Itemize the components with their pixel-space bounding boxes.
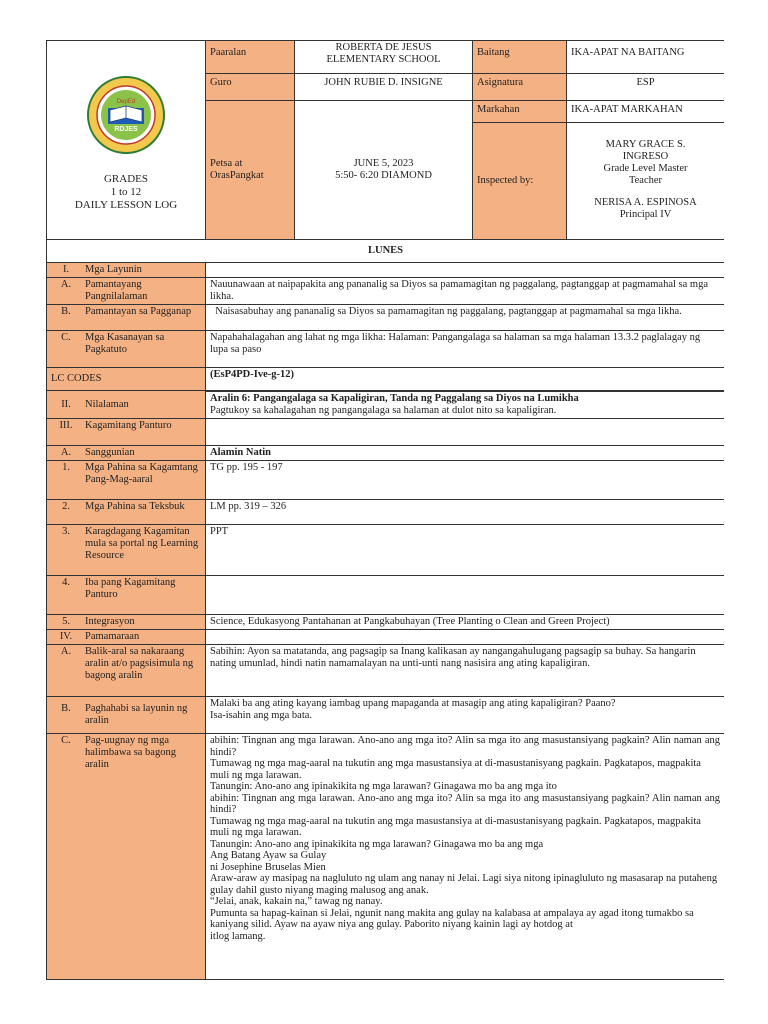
paaralan-label: Paaralan: [206, 41, 295, 74]
section-number: C.: [61, 735, 71, 746]
pag-uugnay-line: “Jelai, anak, kakain na,” tawag ng nanay.: [210, 896, 383, 907]
sanggunian-label: [47, 446, 206, 461]
pamantayang-label: [47, 278, 206, 305]
markahan-label: Markahan: [473, 101, 567, 123]
section-number: A.: [60, 279, 72, 290]
markahan-value: IKA-APAT MARKAHAN: [567, 101, 725, 123]
section-label: Mga Kasanayan sa Pagkatuto: [85, 332, 165, 355]
lc-codes-value: (EsP4PD-Ive-g-12): [206, 368, 725, 391]
pag-uugnay-line: Tanungin: Ano-ano ang ipinakikita ng mga larawan? Ginagawa mo ba ang mga: [210, 838, 544, 850]
pamantayan-value: Naisasabuhay ang pananalig sa Diyos sa pamamagitan ng paggalang, pagtanggap at pagmamahal sa mga likha.: [206, 305, 725, 331]
story-author: ni Josephine Bruselas Mien: [210, 861, 326, 873]
section-number: 1.: [62, 462, 70, 473]
section-number: C.: [61, 332, 71, 343]
paghahabi-label: [47, 697, 206, 734]
section-number: IV.: [59, 631, 73, 642]
logo-top-text: DepEd: [116, 98, 136, 105]
logo-bottom-text: RDJES: [114, 125, 138, 133]
pag-uugnay-label: [47, 734, 206, 980]
inspector-block: MARY GRACE S. INGRESO Grade Level Master Teacher NERISA A. ESPINOSA Principal IV: [567, 123, 725, 240]
section-label: Pamamaraan: [85, 631, 140, 642]
section-number: 4.: [62, 577, 70, 588]
section-label: Pag-uugnay ng mga halimbawa sa bagong aralin: [85, 735, 176, 770]
section-number: III.: [59, 420, 73, 431]
asignatura-value: ESP: [567, 74, 725, 101]
pamantayan-label: [47, 305, 206, 331]
nilalaman-label: [47, 391, 206, 419]
section-label: Mga Pahina sa Teksbuk: [85, 501, 185, 512]
day-title: LUNES: [47, 240, 725, 263]
integrasyon-label: [47, 615, 206, 630]
paaralan-value: ROBERTA DE JESUS ELEMENTARY SCHOOL: [295, 41, 473, 74]
section-label: Nilalaman: [85, 398, 129, 410]
section-label: Paghahabi sa layunin ng aralin: [85, 703, 188, 726]
pamamaraan-value: [206, 630, 725, 645]
karagdagang-value: PPT: [206, 525, 725, 576]
grades-range: 1 to 12: [110, 185, 142, 198]
section-label: Karagdagang Kagamitan mula sa portal ng Learning Resource: [85, 526, 199, 561]
pahina-guro-value: TG pp. 195 - 197: [206, 461, 725, 500]
section-number: 3.: [62, 526, 70, 537]
section-label: Iba pang Kagamitang Panturo: [85, 577, 176, 600]
asignatura-label: Asignatura: [473, 74, 567, 101]
pag-uugnay-line: abihin: Tingnan ang mga larawan. Ano-ano ang mga ito? Alin sa mga ito ang masustansiyang pagkain? Alin naman ang hindi?: [210, 792, 720, 815]
section-label: Pamantayang Pangnilalaman: [85, 279, 148, 302]
baitang-label: Baitang: [473, 41, 567, 74]
pahina-teksbuk-value: LM pp. 319 – 326: [206, 500, 725, 525]
iba-pang-label: [47, 576, 206, 615]
nilalaman-value: Aralin 6: Pangangalaga sa Kapaligiran, Tanda ng Paggalang sa Diyos na Lumikha Pagtukoy sa kahalagahan ng pangangalaga sa halaman at dulot nito sa kapaligiran.: [206, 391, 725, 419]
section-number: I.: [62, 264, 70, 275]
inspected-label: Inspected by:: [473, 123, 567, 240]
pag-uugnay-line: Pumunta sa hapag-kainan si Jelai, ngunit nang makita ang gulay na kalabasa at ampalaya ay agad itong tumakbo sa kaniyang silid. Ayaw na ayaw niya ang gulay. Paborito niyang kainin lagi ay hotdog at: [210, 907, 694, 930]
section-label: Mga Pahina sa Kagamtang Pang-Mag-aaral: [85, 462, 198, 485]
integrasyon-value: Science, Edukasyong Pantahanan at Pangkabuhayan (Tree Planting o Clean and Green Project): [206, 615, 725, 630]
section-number: B.: [61, 703, 71, 714]
section-label: Pamantayan sa Pagganap: [85, 306, 192, 317]
section-label: Integrasyon: [85, 616, 135, 627]
petsa-value: JUNE 5, 2023 5:50- 6:20 DIAMOND: [295, 101, 473, 240]
kagamitang-label: [47, 419, 206, 446]
section-number: 5.: [62, 616, 70, 627]
section-label: Mga Layunin: [85, 264, 142, 275]
pag-uugnay-line: itlog lamang.: [210, 930, 266, 942]
layunin-label: [47, 263, 206, 278]
karagdagang-label: [47, 525, 206, 576]
pag-uugnay-line: Araw-araw ay masipag na nagluluto ng ulam ang nanay ni Jelai. Lagi siya nitong ipinagluluto ng masasarap na putaheng gulay dahil gusto niyang maging malusog ang anak.: [210, 873, 718, 896]
lesson-log-table: [46, 40, 724, 980]
section-label: Sanggunian: [85, 447, 135, 458]
sanggunian-value: Alamin Natin: [206, 446, 725, 461]
section-number: 2.: [62, 501, 70, 512]
section-number: B.: [61, 306, 71, 317]
layunin-value: [206, 263, 725, 278]
daily-lesson-log: [46, 40, 724, 986]
guro-label: Guro: [206, 74, 295, 101]
section-number: A.: [60, 646, 72, 657]
balik-aral-label: [47, 645, 206, 697]
daily-lesson-log-title: DAILY LESSON LOG: [74, 198, 178, 211]
pahina-teksbuk-label: [47, 500, 206, 525]
petsa-label: Petsa at OrasPangkat: [206, 101, 295, 240]
kasanayan-value: Napahahalagahan ang lahat ng mga likha: Halaman: Pangangalaga sa halaman sa mga halaman 13.3.2 paglalagay ng lupa sa paso: [206, 331, 725, 368]
pag-uugnay-line: Tanungin: Ano-ano ang ipinakikita ng mga larawan? Ginagawa mo ba ang mga ito: [210, 781, 557, 792]
guro-value: JOHN RUBIE D. INSIGNE: [295, 74, 473, 101]
pag-uugnay-value: [206, 734, 725, 980]
pahina-guro-label: [47, 461, 206, 500]
pag-uugnay-line: abihin: Tingnan ang mga larawan. Ano-ano ang mga ito? Alin sa mga ito ang masustansiyang pagkain? Alin naman ang hindi?: [210, 735, 720, 758]
paghahabi-value: Malaki ba ang ating kayang iambag upang mapaganda at masagip ang ating kapaligiran? Paano? Isa-isahin ang mga bata.: [206, 697, 725, 734]
pag-uugnay-line: Tumawag ng mga mag-aaral na tukutin ang mga masustansiya at di-masustanisyang pagkain. Pagkatapos, magpakita muli ng mga larawan.: [210, 758, 701, 781]
story-title: Ang Batang Ayaw sa Gulay: [210, 850, 327, 861]
school-logo-cell: [47, 41, 206, 240]
pag-uugnay-line: Tumawag ng mga mag-aaral na tukutin ang mga masustansiya at di-masustanisyang pagkain. Pagkatapos, magpakita muli ng mga larawan.: [210, 815, 701, 838]
kagamitang-value: [206, 419, 725, 446]
kasanayan-label: [47, 331, 206, 368]
school-seal-icon: [86, 75, 166, 155]
baitang-value: IKA-APAT NA BAITANG: [567, 41, 725, 74]
pamamaraan-label: [47, 630, 206, 645]
lc-codes-label: LC CODES: [47, 368, 206, 391]
balik-aral-value: Sabihin: Ayon sa matatanda, ang pagsagip sa Inang kalikasan ay nangangahulugang pagsagip sa buhay. Sa hangarin nating umunlad, hindi natin namamalayan na unti-unti nang nasisira ang ating kapaligiran.: [206, 645, 725, 697]
grades-title: GRADES: [103, 172, 148, 185]
iba-pang-value: [206, 576, 725, 615]
section-label: Kagamitang Panturo: [85, 420, 172, 431]
pamantayang-value: Nauunawaan at naipapakita ang pananalig sa Diyos sa pamamagitan ng paggalang, pagtanggap at pagmamahal sa mga likha.: [206, 278, 725, 305]
section-number: II.: [61, 398, 71, 410]
section-number: A.: [60, 447, 72, 458]
section-label: Balik-aral sa nakaraang aralin at/o pagsisimula ng bagong aralin: [85, 646, 194, 681]
